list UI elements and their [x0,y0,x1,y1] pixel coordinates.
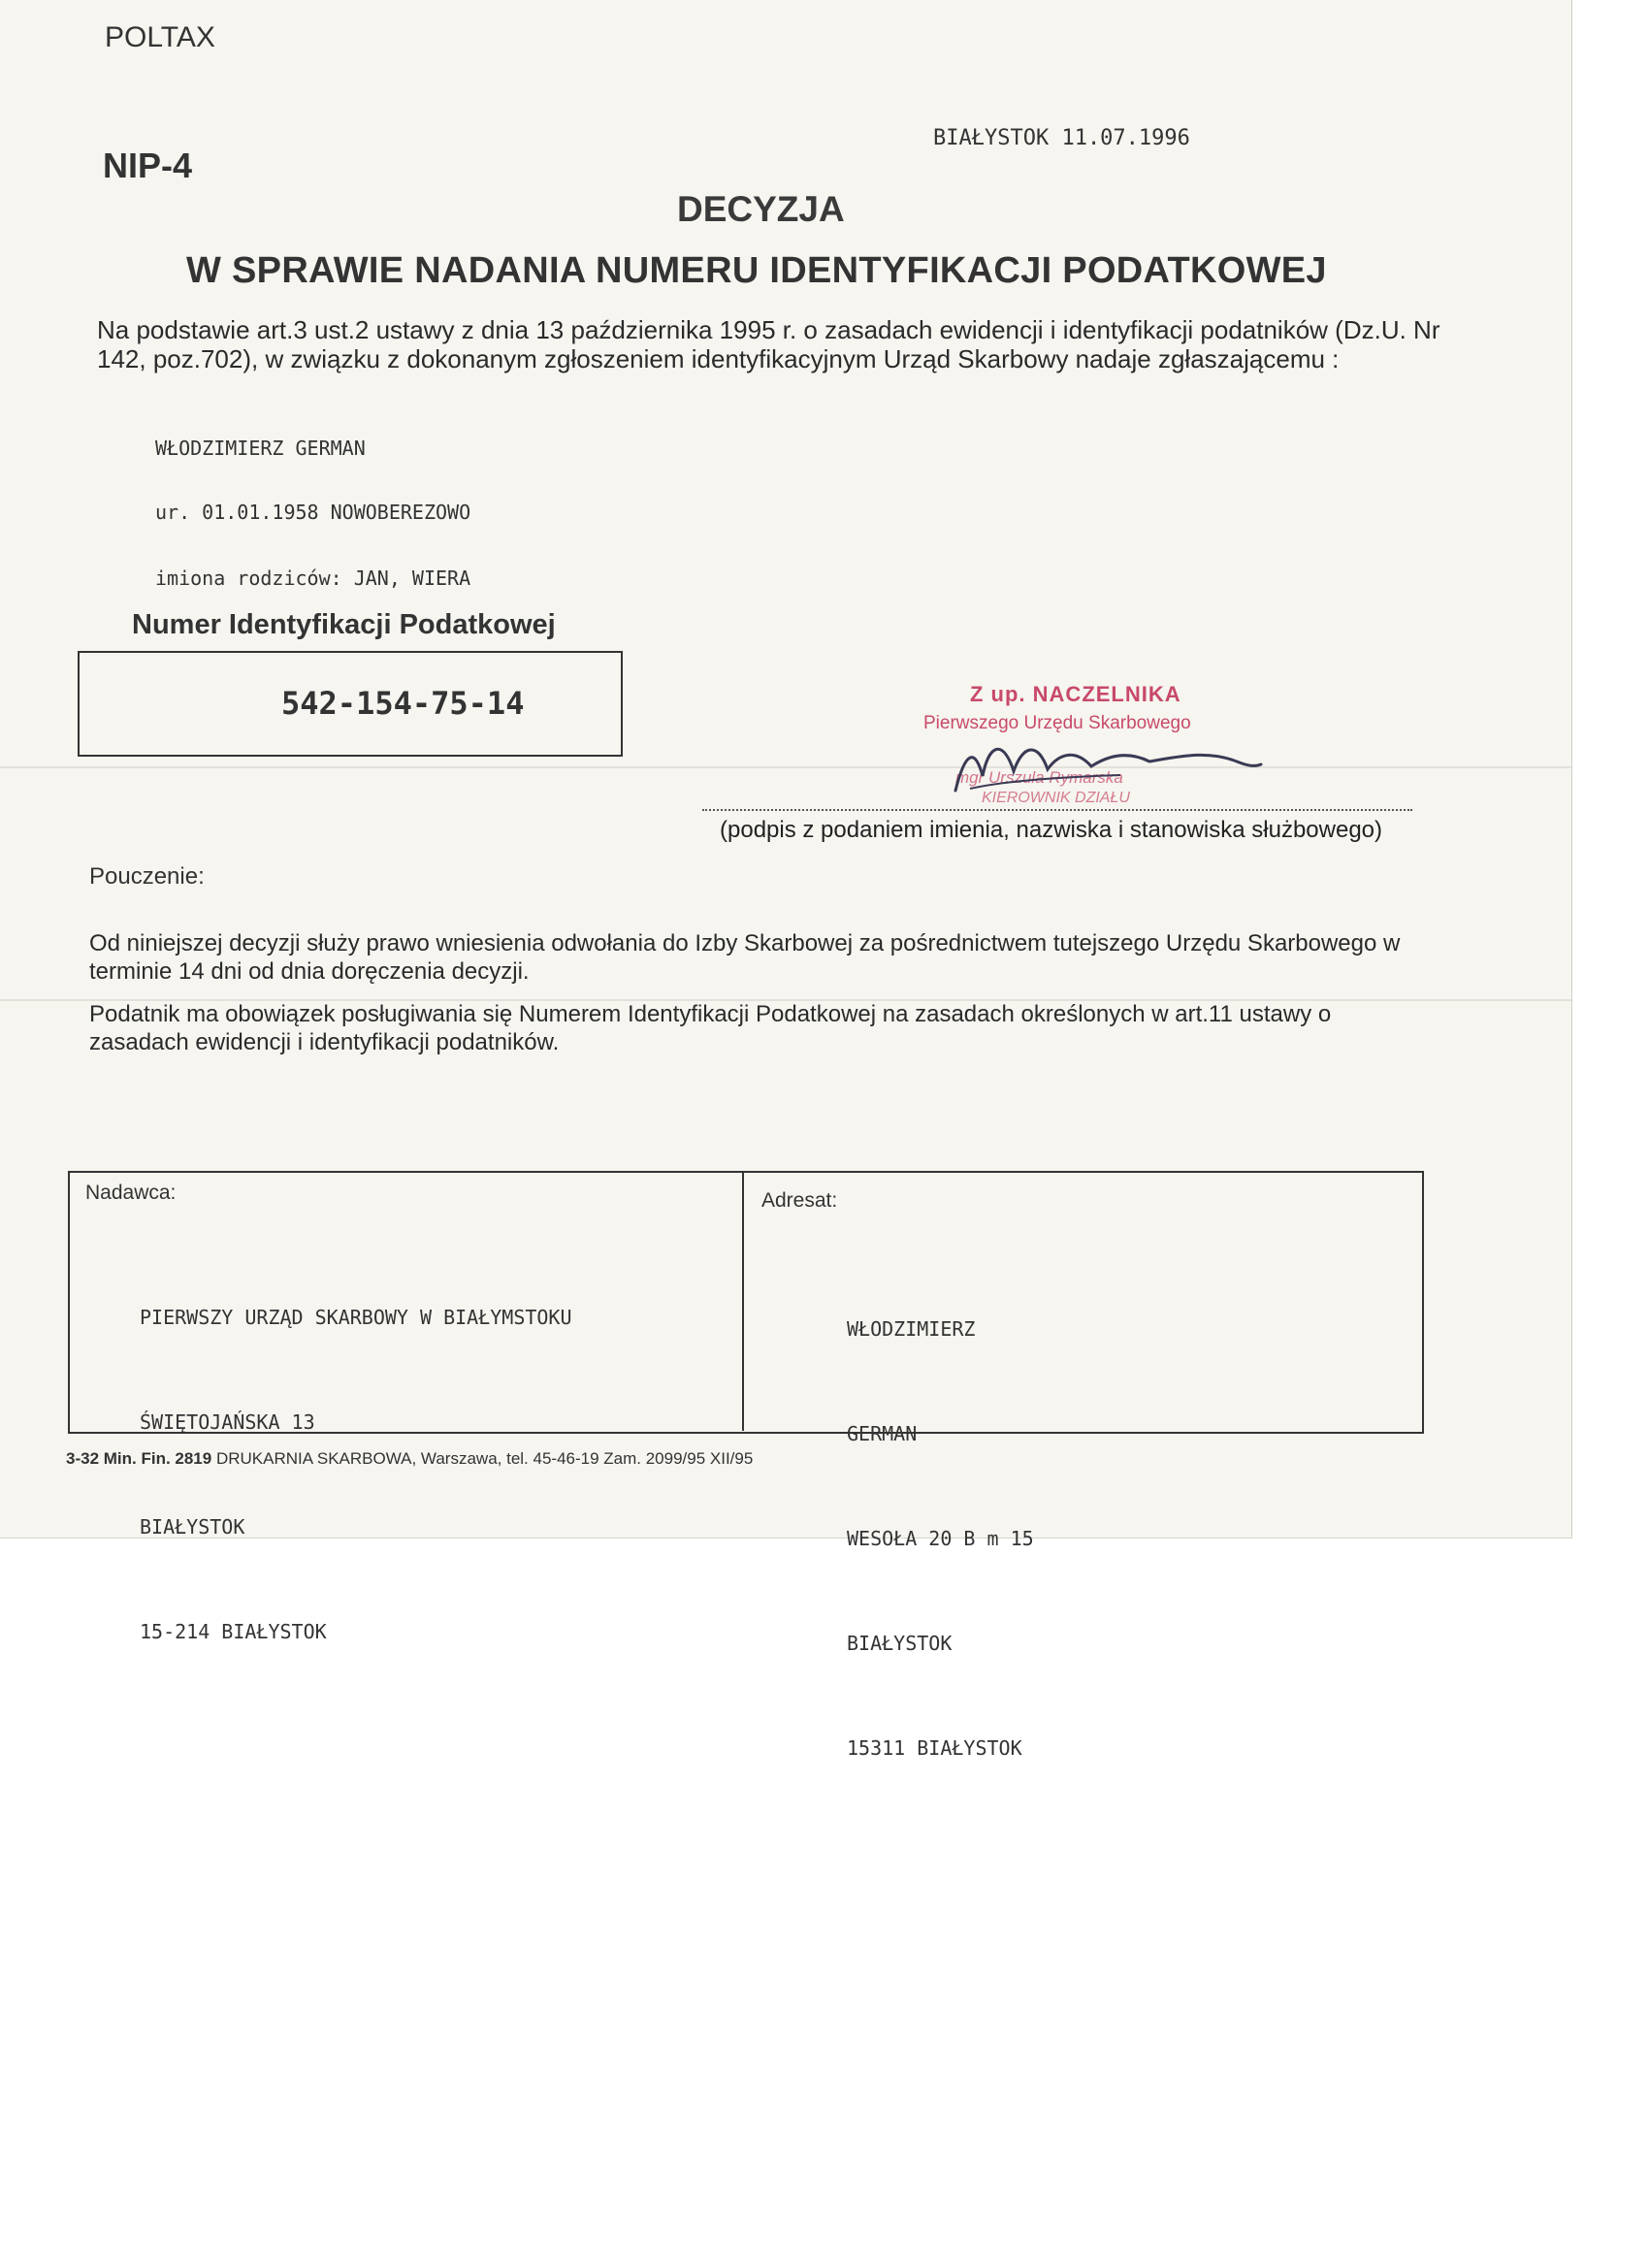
footer-text: DRUKARNIA SKARBOWA, Warszawa, tel. 45-46-19 Zam. 2099/95 XII/95 [215,1449,754,1468]
sender-line: PIERWSZY URZĄD SKARBOWY W BIAŁYMSTOKU [140,1306,572,1329]
paper-fold [0,766,1571,768]
document-subtitle: W SPRAWIE NADANIA NUMERU IDENTYFIKACJI PODATKOWEJ [186,250,1327,291]
nip-value: 542-154-75-14 [281,685,525,722]
taxpayer-parents: imiona rodziców: JAN, WIERA [155,567,471,590]
taxpayer-name: WŁODZIMIERZ GERMAN [155,437,366,460]
signature-line [702,809,1412,811]
document-title: DECYZJA [677,189,845,229]
taxpayer-birth: ur. 01.01.1958 NOWOBEREZOWO [155,501,471,524]
recipient-line: WŁODZIMIERZ [847,1317,976,1341]
recipient-line: BIAŁYSTOK [847,1632,953,1655]
stamp-line-2: Pierwszego Urzędu Skarbowego [923,713,1191,733]
recipient-line: GERMAN [847,1422,918,1445]
sender-label: Nadawca: [85,1182,177,1204]
footer-code: 3-32 Min. Fin. 2819 [66,1449,212,1468]
instruction-label: Pouczenie: [89,863,205,890]
sender-address [140,1230,572,1719]
stamp-line-4: KIEROWNIK DZIAŁU [982,790,1130,806]
stamp-line-3: mgr Urszula Rymarska [955,768,1123,787]
signature-icon [946,732,1266,800]
form-code: POLTAX [105,21,215,53]
sender-line: BIAŁYSTOK [140,1515,245,1539]
nip-label: Numer Identyfikacji Podatkowej [132,609,556,640]
address-divider [742,1171,744,1431]
sender-line: ŚWIĘTOJAŃSKA 13 [140,1410,315,1434]
recipient-label: Adresat: [761,1189,838,1212]
printer-footer [66,1449,753,1469]
legal-basis-text: Na podstawie art.3 ust.2 ustawy z dnia 13 października 1995 r. o zasadach ewidencji i identyfikacji podatników (Dz.U. Nr 142, poz.702), w związku z dokonanym zgłoszeniem identyfikacyjnym Urząd Skarbowy nadaje zgłaszającemu : [97,315,1440,373]
sender-line: 15-214 BIAŁYSTOK [140,1620,327,1643]
recipient-address [847,1242,1034,1835]
recipient-line: WESOŁA 20 B m 15 [847,1527,1034,1550]
instruction-appeal: Od niniejszej decyzji służy prawo wniesienia odwołania do Izby Skarbowej za pośrednictwem tutejszego Urzędu Skarbowego w terminie 14 dni od dnia doręczenia decyzji. [89,930,1401,985]
stamp-line-1: Z up. NACZELNIKA [970,682,1181,706]
place-date: BIAŁYSTOK 11.07.1996 [933,126,1190,150]
signature-caption: (podpis z podaniem imienia, nazwiska i stanowiska służbowego) [720,817,1383,843]
instruction-obligation: Podatnik ma obowiązek posługiwania się Numerem Identyfikacji Podatkowej na zasadach określonych w art.11 ustawy o zasadach ewidencji i identyfikacji podatników. [89,1001,1332,1055]
recipient-line: 15311 BIAŁYSTOK [847,1736,1022,1760]
form-name: NIP-4 [103,146,193,185]
